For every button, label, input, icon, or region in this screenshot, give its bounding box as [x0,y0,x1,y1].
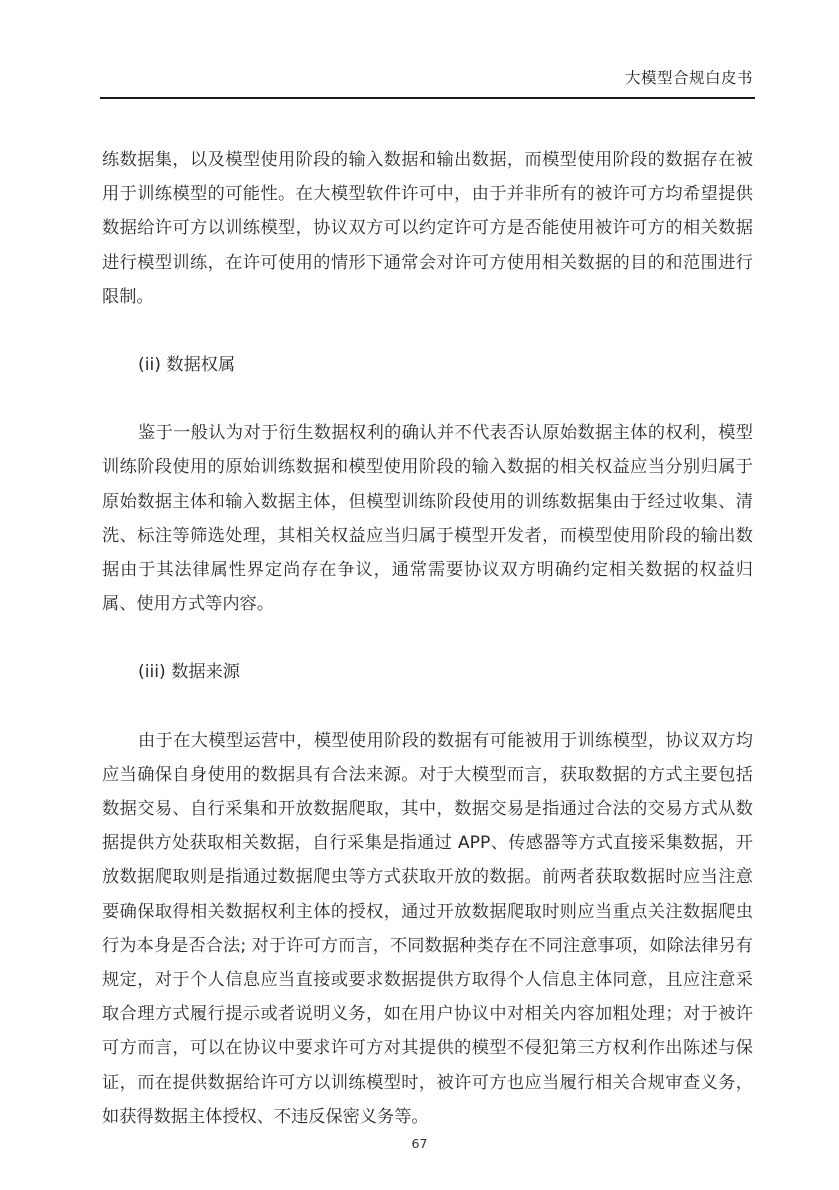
paragraph-data-ownership: 鉴于一般认为对于衍生数据权利的确认并不代表否认原始数据主体的权利，模型训练阶段使用的原始训练数据和模型使用阶段的输入数据的相关权益应当分别归属于原始数据主体和输入数据主体，但模型训练阶段使用的训练数据集由于经过收集、清洗、标注等筛选处理，其相关权益应当归属于模型开发者，而模型使用阶段的输出数据由于其法律属性界定尚存在争议，通常需要协议双方明确约定相关数据的权益归属、使用方式等内容。 [102,423,753,615]
paragraph-gap [102,621,753,655]
paragraph-continued: 练数据集，以及模型使用阶段的输入数据和输出数据，而模型使用阶段的数据存在被用于训练模型的可能性。在大模型软件许可中，由于并非所有的被许可方均希望提供数据给许可方以训练模型，协议双方可以约定许可方是否能使用被许可方的相关数据进行模型训练，在许可使用的情形下通常会对许可方使用相关数据的目的和范围进行限制。 [102,150,753,307]
paragraph-data-source: 由于在大模型运营中，模型使用阶段的数据有可能被用于训练模型，协议双方均应当确保自身使用的数据具有合法来源。对于大模型而言，获取数据的方式主要包括数据交易、自行采集和开放数据爬取，其中，数据交易是指通过合法的交易方式从数据提供方处获取相关数据，自行采集是指通过 APP、传感器等方式直接采集数据，开放数据爬取则是指通过数据爬虫等方式获取开放的数据。前两者获取数据时应当注意要确保取得相关数据权利主体的授权，通过开放数据爬取时则应当重点关注数据爬虫行为本身是否合法; 对于许可方而言，不同数据种类存在不同注意事项，如除法律另有规定，对于个人信息应当直接或要求数据提供方取得个人信息主体同意，且应注意采取合理方式履行提示或者说明义务，如在用户协议中对相关内容加粗处理；对于被许可方而言，可以在协议中要求许可方对其提供的模型不侵犯第三方权利作出陈述与保证，而在提供数据给许可方以训练模型时，被许可方也应当履行相关合规审查义务，如获得数据主体授权、不违反保密义务等。 [102,730,753,1127]
page-body [102,143,753,1134]
page-number: 67 [411,1136,428,1151]
paragraph-gap [102,690,753,724]
section-heading-data-ownership: (ii) 数据权属 [138,355,236,376]
paragraph-gap [102,382,753,416]
header-title: 大模型合规白皮书 [624,69,753,87]
section-heading-data-source: (iii) 数据来源 [138,662,240,683]
header-divider [100,97,755,99]
paragraph-gap [102,314,753,348]
